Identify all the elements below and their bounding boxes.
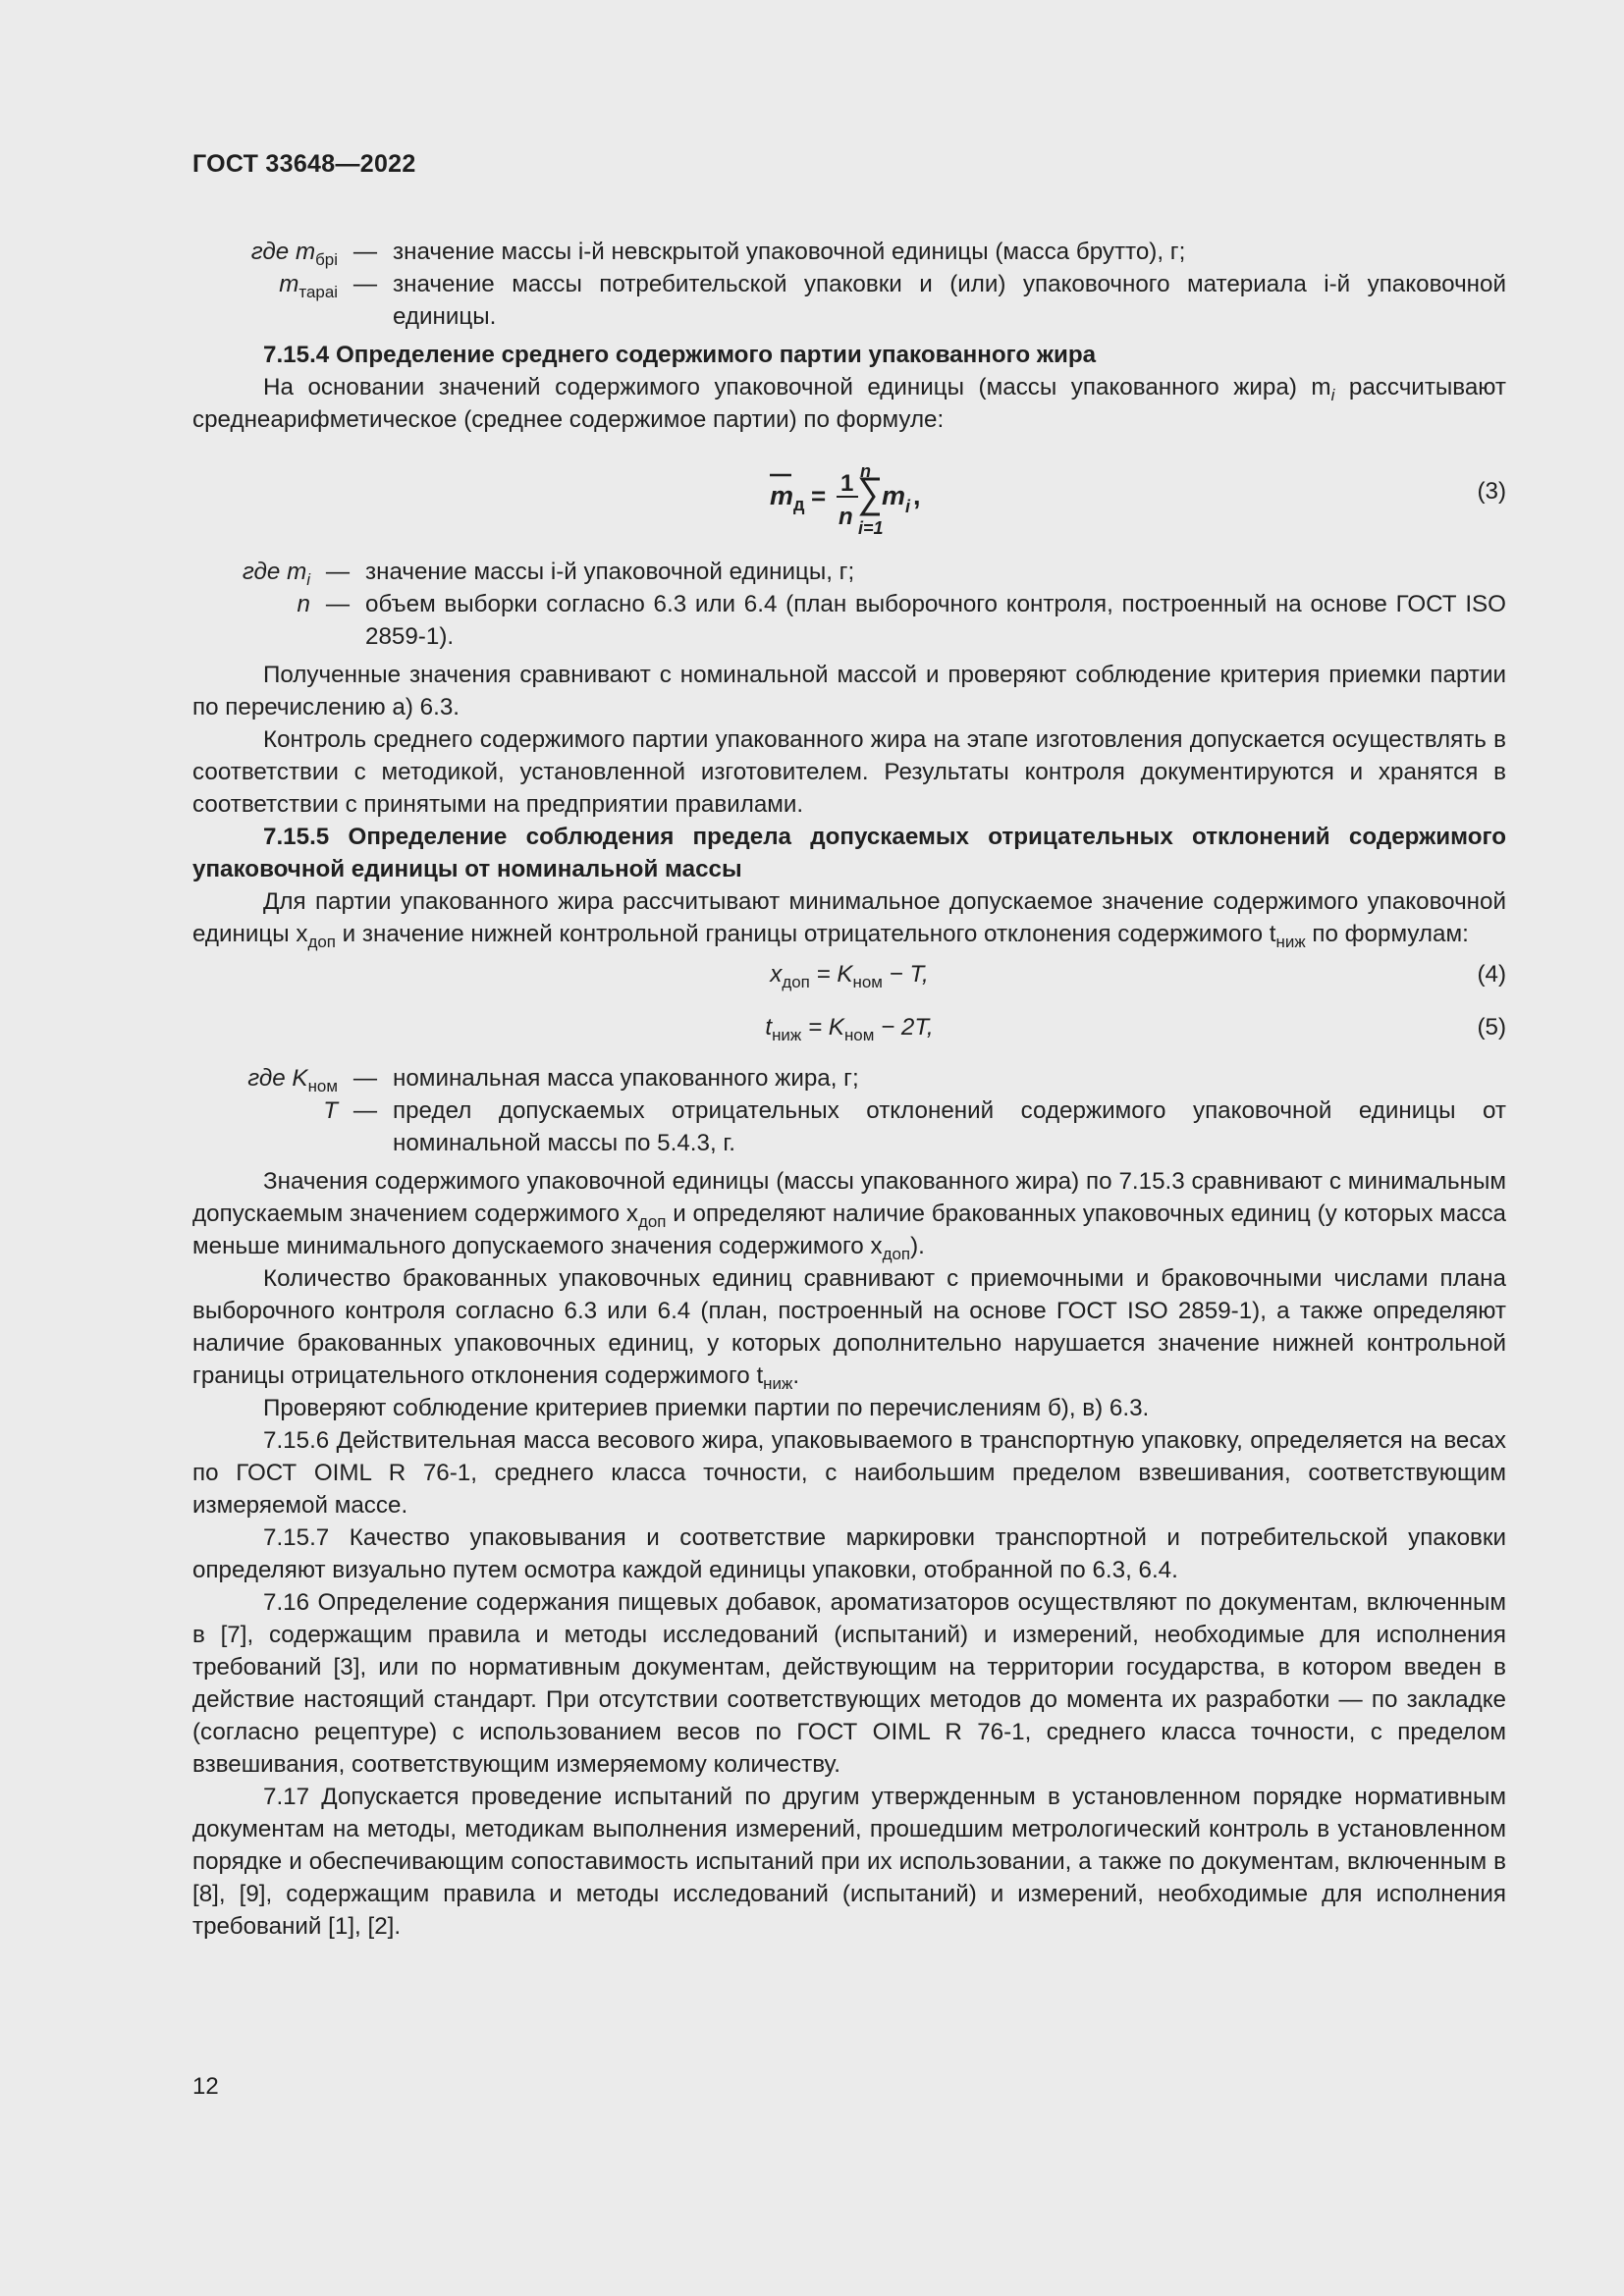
def-text: значение массы i-й упаковочной единицы, г; — [365, 559, 855, 585]
def-term: n — [297, 591, 310, 617]
definition-row — [192, 268, 1506, 333]
def-term: где K — [247, 1065, 308, 1092]
def-term: где m — [242, 559, 307, 585]
def-dash: — — [325, 591, 351, 617]
paragraph: Для партии упакованного жира рассчитывают минимальное допускаемое значение содержимого упаковочной единицы $x_{доп}$ и значение нижней контрольной границы отрицательного отклонения содержимого $t_{ниж}$ по формулам: — [192, 888, 1506, 951]
eq3-term-sub: i — [905, 497, 911, 516]
formula-4-number: (4) — [1477, 961, 1506, 988]
paragraph: Проверяют соблюдение критериев приемки партии по перечислениям б), в) 6.3. — [263, 1395, 1150, 1421]
eq3-tail: , — [913, 481, 921, 510]
formula-3-expression — [770, 436, 947, 550]
def-term-sub: ном — [307, 1077, 338, 1095]
page-body — [192, 236, 1506, 1943]
definition-row — [192, 556, 1506, 588]
def-text: предел допускаемых отрицательных отклонений содержимого упаковочной единицы от номинальной массы по 5.4.3, г. — [393, 1097, 1506, 1156]
def-dash: — — [352, 1065, 378, 1092]
eq3-lhs: m — [770, 481, 794, 510]
eq3-den: n — [839, 504, 853, 530]
paragraph: Количество бракованных упаковочных единиц сравнивают с приемочными и браковочными числами плана выборочного контроля согласно 6.3 или 6.4 (план, построенный на основе ГОСТ ISO 2859-1), а также определяют наличие бракованных упаковочных единиц, у которых дополнительно нарушается значение нижней контрольной границы отрицательного отклонения содержимого $t_{ниж}$. — [192, 1265, 1506, 1393]
def-dash: — — [325, 559, 351, 585]
section-heading-7-15-5: 7.15.5 Определение соблюдения предела допускаемых отрицательных отклонений содержимого упаковочной единицы от номинальной массы — [192, 824, 1506, 882]
def-term: m — [279, 271, 299, 297]
eq3-num: 1 — [840, 470, 854, 497]
def-dash: — — [352, 1097, 378, 1124]
def-text: номинальная масса упакованного жира, г; — [393, 1065, 859, 1092]
section-heading-7-15-4: 7.15.4 Определение среднего содержимого партии упакованного жира — [263, 342, 1097, 368]
def-text: значение массы i-й невскрытой упаковочной единицы (масса брутто), г; — [393, 239, 1186, 265]
paragraph: 7.15.6 Действительная масса весового жира, упаковываемого в транспортную упаковку, определяется на весах по ГОСТ OIML R 76-1, среднего класса точности, с наибольшим пределом взвешивания, соответствующим измеряемой массе. — [192, 1427, 1506, 1519]
def-dash: — — [352, 271, 378, 297]
eq3-term: m — [882, 481, 906, 510]
svg-text:=: = — [811, 481, 827, 510]
def-term-sub: брi — [315, 250, 338, 269]
formula-3 — [192, 436, 1506, 550]
def-text: объем выборки согласно 6.3 или 6.4 (план выборочного контроля, построенный на основе ГОСТ ISO 2859-1). — [365, 591, 1506, 650]
paragraph: Значения содержимого упаковочной единицы (массы упакованного жира) по 7.15.3 сравнивают с минимальным допускаемым значением содержимого $x_{доп}$ и определяют наличие бракованных упаковочных единиц (у которых масса меньше минимального допускаемого значения содержимого $x_{доп}$). — [192, 1168, 1506, 1263]
formula-3-number: (3) — [1477, 478, 1506, 505]
definition-row — [192, 588, 1506, 653]
eq3-sum-bot: i=1 — [858, 518, 884, 538]
def-term: T — [323, 1097, 338, 1124]
eq3-sum-top: n — [860, 461, 871, 481]
paragraph: 7.16 Определение содержания пищевых добавок, ароматизаторов осуществляют по документам, включенным в [7], содержащим правила и методы исследований (испытаний) и измерений, необходимые для исполнения требований [3], или по нормативным документам, действующим на территории государства, в котором введен в действие настоящий стандарт. При отсутствии соответствующих методов до момента их разработки — по закладке (согласно рецептуре) с использованием весов по ГОСТ OIML R 76-1, среднего класса точности, с пределом взвешивания, соответствующим измеряемому количеству. — [192, 1589, 1506, 1778]
formula-5: $t_{ниж} = K_{ном} - 2T$, (5) — [192, 1003, 1506, 1056]
def-term-sub: i — [306, 570, 310, 589]
formula-4: $x_{доп} = K_{ном} - T$, (4) — [192, 950, 1506, 1003]
paragraph: 7.17 Допускается проведение испытаний по другим утвержденным в установленном порядке нормативным документам на методы, методикам выполнения измерений, прошедшим метрологический контроль в установленном порядке и обеспечивающим сопоставимость испытаний при их использовании, а также по документам, включенным в [8], [9], содержащим правила и методы исследований (испытаний) и измерений, необходимые для исполнения требований [1], [2]. — [192, 1784, 1506, 1940]
paragraph: Полученные значения сравнивают с номинальной массой и проверяют соблюдение критерия приемки партии по перечислению а) 6.3. — [192, 662, 1506, 721]
paragraph: На основании значений содержимого упаковочной единицы (массы упакованного жира) $m_i$ рассчитывают среднеарифметическое (среднее содержимое партии) по формуле: — [192, 374, 1506, 433]
page-number: 12 — [192, 2073, 219, 2100]
paragraph: Контроль среднего содержимого партии упакованного жира на этапе изготовления допускается осуществлять в соответствии с методикой, установленной изготовителем. Результаты контроля документируются и хранятся в соответствии с принятыми на предприятии правилами. — [192, 726, 1506, 818]
eq3-lhs-sub: д — [793, 495, 805, 514]
document-header: ГОСТ 33648—2022 — [192, 150, 416, 178]
def-text: значение массы потребительской упаковки и (или) упаковочного материала i-й упаковочной единицы. — [393, 271, 1506, 330]
paragraph: 7.15.7 Качество упаковывания и соответствие маркировки транспортной и потребительской упаковки определяют визуально путем осмотра каждой единицы упаковки, отобранной по 6.3, 6.4. — [192, 1524, 1506, 1583]
def-term-sub: тараi — [298, 283, 338, 301]
def-term: где m — [250, 239, 316, 265]
definition-row — [192, 236, 1506, 268]
def-dash: — — [352, 239, 378, 265]
definition-row — [192, 1062, 1506, 1095]
definition-row — [192, 1095, 1506, 1159]
formula-5-number: (5) — [1477, 1014, 1506, 1041]
